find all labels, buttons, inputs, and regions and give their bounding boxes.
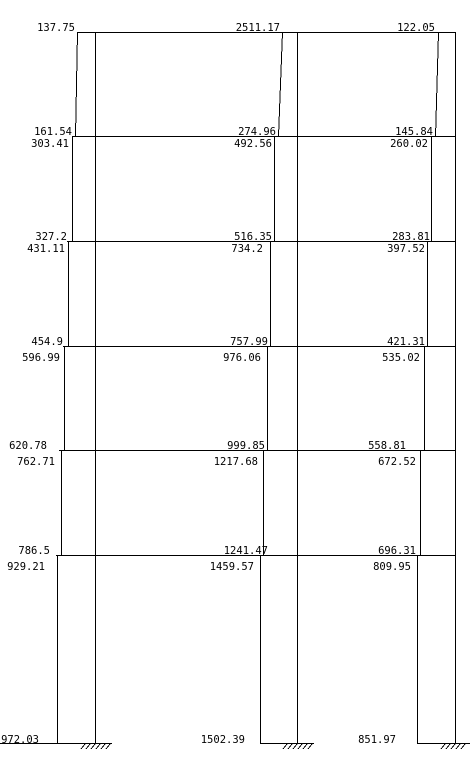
label-base-middle: 1502.39: [200, 734, 245, 746]
label-f6-left-top: 929.21: [7, 561, 45, 573]
fixed-support-left: [80, 744, 112, 750]
label-f6-middle-top: 1459.57: [209, 561, 254, 573]
label-f2-middle-top: 492.56: [234, 138, 272, 150]
label-f5-middle-bottom: 1241.47: [223, 545, 268, 557]
label-f4-middle-bottom: 999.85: [227, 440, 265, 452]
label-top-right: 122.05: [397, 22, 435, 34]
label-top-middle: 2511.17: [235, 22, 280, 34]
label-f1-left-bottom: 161.54: [34, 126, 72, 138]
label-f3-right-bottom: 421.31: [387, 336, 425, 348]
label-f5-middle-top: 1217.68: [213, 456, 258, 468]
label-f3-left-top: 431.11: [27, 243, 65, 255]
label-f5-right-top: 672.52: [378, 456, 416, 468]
label-f1-middle-bottom: 274.96: [238, 126, 276, 138]
label-f3-middle-bottom: 757.99: [230, 336, 268, 348]
label-f3-right-top: 397.52: [387, 243, 425, 255]
label-f2-middle-bottom: 516.35: [234, 231, 272, 243]
label-f1-right-bottom: 145.84: [395, 126, 433, 138]
label-base-left: 972.03: [1, 734, 39, 746]
label-f5-left-top: 762.71: [17, 456, 55, 468]
label-base-right: 851.97: [358, 734, 396, 746]
fixed-support-middle: [282, 744, 314, 750]
label-top-left: 137.75: [37, 22, 75, 34]
label-f2-right-bottom: 283.81: [392, 231, 430, 243]
label-f4-right-top: 535.02: [382, 352, 420, 364]
label-f2-right-top: 260.02: [390, 138, 428, 150]
label-f6-right-top: 809.95: [373, 561, 411, 573]
label-f4-left-top: 596.99: [22, 352, 60, 364]
label-f4-right-bottom: 558.81: [368, 440, 406, 452]
label-f4-middle-top: 976.06: [223, 352, 261, 364]
label-f3-middle-top: 734.2: [231, 243, 263, 255]
label-f5-left-bottom: 786.5: [18, 545, 50, 557]
label-f5-right-bottom: 696.31: [378, 545, 416, 557]
label-f4-left-bottom: 620.78: [9, 440, 47, 452]
label-f2-left-top: 303.41: [31, 138, 69, 150]
label-f2-left-bottom: 327.2: [35, 231, 67, 243]
fixed-support-right: [440, 744, 470, 750]
label-f3-left-bottom: 454.9: [31, 336, 63, 348]
